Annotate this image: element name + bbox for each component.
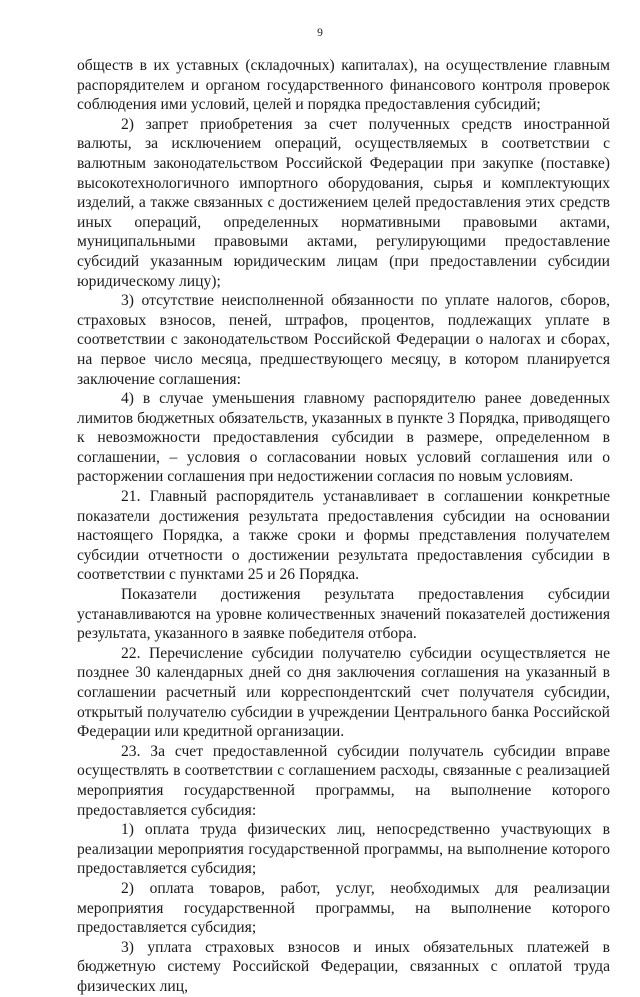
page-number: 9 bbox=[317, 27, 323, 39]
paragraph: 22. Перечисление субсидии получателю субсидии осуществляется не позднее 30 календарных дней со дня заключения соглашения на указанный в соглашении расчетный или корреспондентский счет получателя субсидии, открытый получателю субсидии в учреждении Центрального банка Российской Федерации или кредитной организации. bbox=[77, 644, 610, 741]
paragraph: 23. За счет предоставленной субсидии получатель субсидии вправе осуществлять в соответствии с соглашением расходы, связанные с реализацией мероприятия государственной программы, на выполнение которого предоставляется субсидия: bbox=[77, 742, 610, 819]
paragraph: 1) оплата труда физических лиц, непосредственно участвующих в реализации мероприятия государственной программы, на выполнение которого предоставляется субсидия; bbox=[77, 821, 610, 878]
paragraph: 2) оплата товаров, работ, услуг, необходимых для реализации мероприятия государственной программы, на выполнение которого предоставляется субсидия; bbox=[77, 879, 610, 937]
paragraph: Показатели достижения результата предоставления субсидии устанавливаются на уровне количественных значений показателей достижения результата, указанного в заявке победителя отбора. bbox=[77, 586, 610, 643]
paragraph: 3) уплата страховых взносов и иных обязательных платежей в бюджетную систему Российской Федерации, связанных с оплатой труда физических лиц, bbox=[77, 938, 610, 995]
paragraph: обществ в их уставных (складочных) капиталах), на осуществление главным распорядителем и органом государственного финансового контроля проверок соблюдения ими условий, целей и порядка предоставления субсидий; bbox=[77, 57, 610, 114]
paragraph: 4) в случае уменьшения главному распорядителю ранее доведенных лимитов бюджетных обязательств, указанных в пункте 3 Порядка, приводящего к невозможности предоставления субсидии в размере, определенном в соглашении, – условия о согласовании новых условий соглашения или о расторжении соглашения при недостижении согласия по новым условиям. bbox=[77, 390, 610, 486]
paragraph: 2) запрет приобретения за счет полученных средств иностранной валюты, за исключением операций, осуществляемых в соответствии с валютным законодательством Российской Федерации при закупке (поставке) высокотехнологичного импортного оборудования, сырья и комплектующих изделий, а также связанных с достижением целей предоставления этих средств иных операций, определенных нормативными правовыми актами, муниципальными правовыми актами, регулирующими предоставление субсидий указанным юридическим лицам (при предоставлении субсидии юридическому лицу); bbox=[77, 115, 610, 290]
paragraph: 3) отсутствие неисполненной обязанности по уплате налогов, сборов, страховых взносов, пеней, штрафов, процентов, подлежащих уплате в соответствии с законодательством Российской Федерации о налогах и сборах, на первое число месяца, предшествующего месяцу, в котором планируется заключение соглашения: bbox=[77, 292, 610, 388]
paragraph: 21. Главный распорядитель устанавливает в соглашении конкретные показатели достижения результата предоставления субсидии на основании настоящего Порядка, а также сроки и формы представления получателем субсидии отчетности о достижении результата предоставления субсидии в соответствии с пунктами 25 и 26 Порядка. bbox=[77, 488, 610, 584]
document-body bbox=[77, 56, 610, 997]
